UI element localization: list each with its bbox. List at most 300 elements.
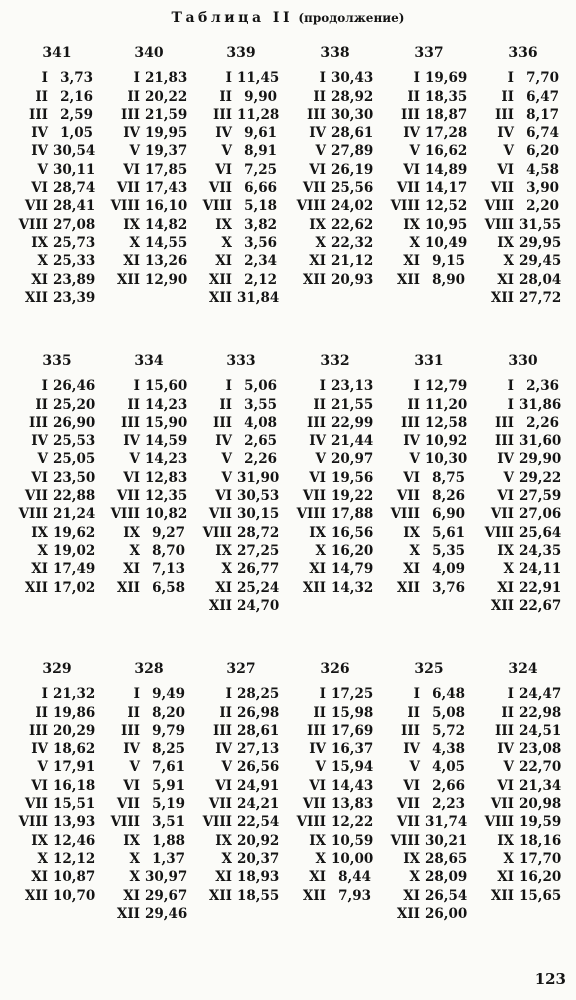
table-row [188, 560, 280, 578]
day-value: 2,26 [244, 451, 277, 468]
month-numeral: VII [490, 796, 514, 813]
day-value: 10,59 [331, 832, 374, 849]
table-row [282, 377, 374, 395]
month-numeral: V [129, 143, 140, 160]
table-row [376, 252, 468, 270]
table-row [470, 542, 562, 560]
day-value: 24,70 [237, 597, 280, 614]
day-value: 21,83 [145, 70, 188, 87]
table-row [96, 179, 188, 197]
table-row [470, 722, 562, 740]
table-row [96, 142, 188, 160]
table-row [282, 722, 374, 740]
month-numeral: VII [396, 180, 420, 197]
day-value: 26,77 [237, 561, 280, 578]
month-numeral: I [319, 378, 326, 395]
month-numeral: I [413, 378, 420, 395]
month-numeral: III [121, 414, 140, 431]
table-row [470, 271, 562, 289]
table-row [4, 832, 96, 850]
month-numeral: X [315, 542, 326, 559]
month-numeral: V [315, 451, 326, 468]
year-column-327 [188, 660, 280, 905]
table-row [376, 560, 468, 578]
table-row [376, 396, 468, 414]
month-numeral: XII [302, 887, 326, 904]
day-value: 9,90 [244, 88, 277, 105]
table-row [188, 740, 280, 758]
day-value: 12,58 [425, 414, 468, 431]
month-numeral: X [503, 253, 514, 270]
day-value: 5,19 [152, 796, 185, 813]
year-number: 332 [320, 353, 350, 369]
month-numeral: X [315, 850, 326, 867]
table-row [96, 377, 188, 395]
month-numeral: V [409, 451, 420, 468]
month-numeral: VI [123, 469, 140, 486]
table-row [96, 469, 188, 487]
month-numeral: VIII [18, 216, 48, 233]
day-value: 29,67 [145, 887, 188, 904]
day-value: 2,65 [244, 433, 277, 450]
month-numeral: II [35, 396, 48, 413]
table-row [188, 88, 280, 106]
day-value: 23,13 [331, 378, 374, 395]
day-value: 14,55 [145, 234, 188, 251]
day-value: 5,18 [244, 198, 277, 215]
month-numeral: VIII [202, 198, 232, 215]
table-row [188, 289, 280, 307]
day-value: 26,54 [425, 887, 468, 904]
month-numeral: VIII [390, 198, 420, 215]
day-value: 16,20 [519, 869, 562, 886]
table-row [188, 685, 280, 703]
table-row [470, 252, 562, 270]
day-value: 20,98 [519, 796, 562, 813]
table-row [4, 887, 96, 905]
day-value: 6,66 [244, 180, 277, 197]
table-row [188, 868, 280, 886]
day-value: 25,05 [53, 451, 96, 468]
day-value: 8,75 [432, 469, 465, 486]
table-row [188, 505, 280, 523]
day-value: 24,21 [237, 796, 280, 813]
month-numeral: IV [403, 741, 420, 758]
day-value: 26,19 [331, 161, 374, 178]
month-numeral: VII [490, 506, 514, 523]
day-value: 28,61 [237, 722, 280, 739]
day-value: 7,93 [338, 887, 371, 904]
month-numeral: III [121, 722, 140, 739]
day-value: 18,55 [237, 887, 280, 904]
day-value: 12,52 [425, 198, 468, 215]
day-value: 10,95 [425, 216, 468, 233]
table-row [188, 795, 280, 813]
day-value: 3,51 [152, 814, 185, 831]
table-row [470, 887, 562, 905]
day-value: 25,24 [237, 579, 280, 596]
day-value: 3,76 [432, 579, 465, 596]
table-row [4, 106, 96, 124]
month-numeral: V [37, 161, 48, 178]
day-value: 15,60 [145, 378, 188, 395]
table-row [188, 758, 280, 776]
month-numeral: III [401, 722, 420, 739]
day-value: 17,88 [331, 506, 374, 523]
table-row [470, 106, 562, 124]
month-numeral: VI [123, 161, 140, 178]
day-value: 4,08 [244, 414, 277, 431]
month-numeral: III [213, 414, 232, 431]
table-row [376, 795, 468, 813]
month-numeral: XII [208, 271, 232, 288]
table-row [4, 685, 96, 703]
month-numeral: XI [497, 869, 514, 886]
month-numeral: VIII [18, 506, 48, 523]
day-value: 31,74 [425, 814, 468, 831]
day-value: 3,55 [244, 396, 277, 413]
table-row [96, 524, 188, 542]
month-numeral: VI [497, 777, 514, 794]
day-value: 22,62 [331, 216, 374, 233]
table-row [96, 505, 188, 523]
page-number: 123 [534, 970, 566, 988]
month-numeral: IV [497, 125, 514, 142]
day-value: 30,53 [237, 488, 280, 505]
table-row [470, 414, 562, 432]
month-numeral: IX [309, 832, 326, 849]
day-value: 6,20 [526, 143, 559, 160]
table-row [282, 542, 374, 560]
month-numeral: XI [31, 561, 48, 578]
month-numeral: X [315, 234, 326, 251]
day-value: 22,67 [519, 597, 562, 614]
month-numeral: II [501, 704, 514, 721]
month-numeral: V [315, 759, 326, 776]
table-row [4, 813, 96, 831]
table-row [188, 704, 280, 722]
month-numeral: VII [396, 796, 420, 813]
day-value: 18,62 [53, 741, 96, 758]
table-row [188, 813, 280, 831]
day-value: 2,66 [432, 777, 465, 794]
day-value: 3,73 [60, 70, 93, 87]
table-row [188, 850, 280, 868]
month-numeral: XII [24, 579, 48, 596]
month-numeral: X [409, 869, 420, 886]
table-row [4, 432, 96, 450]
month-numeral: X [37, 253, 48, 270]
month-numeral: I [41, 686, 48, 703]
day-value: 10,00 [331, 850, 374, 867]
month-numeral: V [37, 451, 48, 468]
day-value: 26,90 [53, 414, 96, 431]
table-row [282, 469, 374, 487]
day-value: 19,37 [145, 143, 188, 160]
day-value: 20,37 [237, 850, 280, 867]
month-numeral: X [503, 561, 514, 578]
day-value: 24,11 [519, 561, 562, 578]
table-row [96, 905, 188, 923]
table-row [96, 161, 188, 179]
table-row [282, 414, 374, 432]
table-row [470, 432, 562, 450]
day-value: 8,70 [152, 542, 185, 559]
month-numeral: VII [302, 180, 326, 197]
table-row [282, 88, 374, 106]
month-numeral: III [213, 106, 232, 123]
month-numeral: XI [215, 869, 232, 886]
day-value: 12,46 [53, 832, 96, 849]
table-row [188, 414, 280, 432]
month-numeral: VI [403, 469, 420, 486]
month-numeral: V [503, 143, 514, 160]
month-numeral: IX [309, 216, 326, 233]
table-row [376, 271, 468, 289]
day-value: 1,37 [152, 850, 185, 867]
day-value: 22,99 [331, 414, 374, 431]
day-value: 2,20 [526, 198, 559, 215]
table-title [0, 10, 576, 26]
day-value: 5,61 [432, 524, 465, 541]
day-value: 14,89 [425, 161, 468, 178]
table-row [4, 704, 96, 722]
table-row [4, 524, 96, 542]
table-row [376, 505, 468, 523]
table-row [4, 505, 96, 523]
month-numeral: VIII [202, 524, 232, 541]
day-value: 13,26 [145, 253, 188, 270]
month-numeral: I [413, 686, 420, 703]
day-value: 1,88 [152, 832, 185, 849]
day-value: 23,50 [53, 469, 96, 486]
table-row [96, 396, 188, 414]
month-numeral: XII [396, 271, 420, 288]
table-row [282, 758, 374, 776]
month-numeral: V [409, 759, 420, 776]
day-value: 21,55 [331, 396, 374, 413]
month-numeral: XI [31, 271, 48, 288]
table-row [96, 216, 188, 234]
table-row [4, 88, 96, 106]
table-row [470, 795, 562, 813]
table-row [282, 685, 374, 703]
table-row [188, 216, 280, 234]
month-numeral: III [307, 414, 326, 431]
month-numeral: V [409, 143, 420, 160]
table-row [376, 740, 468, 758]
table-row [188, 234, 280, 252]
table-row [96, 685, 188, 703]
table-row [470, 597, 562, 615]
table-row [282, 850, 374, 868]
table-row [188, 777, 280, 795]
month-numeral: IX [497, 832, 514, 849]
table-row [282, 432, 374, 450]
day-value: 12,22 [331, 814, 374, 831]
month-numeral: VII [116, 180, 140, 197]
day-value: 5,06 [244, 378, 277, 395]
day-value: 23,39 [53, 289, 96, 306]
year-number: 330 [508, 353, 538, 369]
table-row [188, 197, 280, 215]
table-row [96, 740, 188, 758]
month-numeral: VII [208, 506, 232, 523]
day-value: 4,38 [432, 741, 465, 758]
month-numeral: IX [123, 832, 140, 849]
table-row [188, 524, 280, 542]
table-row [470, 758, 562, 776]
day-value: 24,02 [331, 198, 374, 215]
day-value: 10,82 [145, 506, 188, 523]
day-value: 28,04 [519, 271, 562, 288]
month-numeral: X [221, 561, 232, 578]
month-numeral: II [35, 704, 48, 721]
month-numeral: IX [309, 524, 326, 541]
month-numeral: IX [31, 524, 48, 541]
day-value: 22,54 [237, 814, 280, 831]
year-column-339 [188, 44, 280, 307]
year-column-326 [282, 660, 374, 905]
table-row [188, 124, 280, 142]
day-value: 3,82 [244, 216, 277, 233]
month-numeral: XII [302, 271, 326, 288]
month-numeral: X [129, 850, 140, 867]
month-numeral: VIII [18, 814, 48, 831]
month-numeral: XI [31, 869, 48, 886]
day-value: 20,29 [53, 722, 96, 739]
day-value: 9,27 [152, 524, 185, 541]
table-row [470, 124, 562, 142]
month-numeral: VII [208, 180, 232, 197]
day-value: 28,92 [331, 88, 374, 105]
table-row [470, 396, 562, 414]
day-value: 20,93 [331, 271, 374, 288]
table-row [376, 234, 468, 252]
year-number: 331 [414, 353, 444, 369]
day-value: 28,09 [425, 869, 468, 886]
month-numeral: XII [302, 579, 326, 596]
year-number: 335 [42, 353, 72, 369]
table-row [282, 560, 374, 578]
month-numeral: IX [31, 832, 48, 849]
month-numeral: IV [309, 125, 326, 142]
month-numeral: V [221, 143, 232, 160]
table-row [4, 487, 96, 505]
year-column-341 [4, 44, 96, 307]
day-value: 3,56 [244, 234, 277, 251]
month-numeral: III [213, 722, 232, 739]
year-column-328 [96, 660, 188, 923]
month-numeral: V [221, 469, 232, 486]
year-column-337 [376, 44, 468, 289]
table-row [4, 377, 96, 395]
month-numeral: IV [403, 125, 420, 142]
table-row [470, 685, 562, 703]
month-numeral: X [37, 850, 48, 867]
day-value: 26,46 [53, 378, 96, 395]
month-numeral: II [219, 396, 232, 413]
table-row [376, 579, 468, 597]
month-numeral: IX [403, 524, 420, 541]
day-value: 8,25 [152, 741, 185, 758]
table-row [282, 106, 374, 124]
month-numeral: II [407, 704, 420, 721]
year-number: 325 [414, 661, 444, 677]
year-column-334 [96, 352, 188, 597]
day-value: 31,84 [237, 289, 280, 306]
month-numeral: I [413, 70, 420, 87]
month-numeral: IV [215, 741, 232, 758]
month-numeral: XII [24, 289, 48, 306]
day-value: 21,44 [331, 433, 374, 450]
table-row [282, 777, 374, 795]
month-numeral: III [121, 106, 140, 123]
month-numeral: IX [215, 216, 232, 233]
day-value: 7,70 [526, 70, 559, 87]
year-number: 338 [320, 45, 350, 61]
day-value: 31,60 [519, 433, 562, 450]
day-value: 10,70 [53, 887, 96, 904]
day-value: 30,43 [331, 70, 374, 87]
month-numeral: I [507, 686, 514, 703]
table-row [470, 289, 562, 307]
day-value: 17,28 [425, 125, 468, 142]
day-value: 2,23 [432, 796, 465, 813]
table-row [376, 813, 468, 831]
table-row [470, 142, 562, 160]
day-value: 12,83 [145, 469, 188, 486]
month-numeral: I [319, 70, 326, 87]
day-value: 25,20 [53, 396, 96, 413]
day-value: 2,26 [526, 414, 559, 431]
month-numeral: V [129, 759, 140, 776]
table-row [470, 69, 562, 87]
table-row [376, 487, 468, 505]
day-value: 17,70 [519, 850, 562, 867]
table-row [470, 487, 562, 505]
table-row [470, 197, 562, 215]
table-row [282, 234, 374, 252]
day-value: 30,97 [145, 869, 188, 886]
month-numeral: VI [403, 777, 420, 794]
month-numeral: XI [215, 579, 232, 596]
month-numeral: VII [116, 488, 140, 505]
table-row [4, 740, 96, 758]
day-value: 20,97 [331, 451, 374, 468]
day-value: 21,34 [519, 777, 562, 794]
month-numeral: VII [490, 180, 514, 197]
month-numeral: II [219, 88, 232, 105]
table-row [470, 740, 562, 758]
table-row [376, 414, 468, 432]
day-value: 5,91 [152, 777, 185, 794]
table-row [188, 542, 280, 560]
day-value: 1,05 [60, 125, 93, 142]
day-value: 24,91 [237, 777, 280, 794]
month-numeral: VI [215, 777, 232, 794]
table-row [282, 704, 374, 722]
day-value: 6,74 [526, 125, 559, 142]
day-value: 13,83 [331, 796, 374, 813]
year-column-340 [96, 44, 188, 289]
year-column-330 [470, 352, 562, 615]
month-numeral: VIII [390, 832, 420, 849]
table-row [188, 432, 280, 450]
year-column-324 [470, 660, 562, 905]
table-row [96, 88, 188, 106]
day-value: 10,49 [425, 234, 468, 251]
